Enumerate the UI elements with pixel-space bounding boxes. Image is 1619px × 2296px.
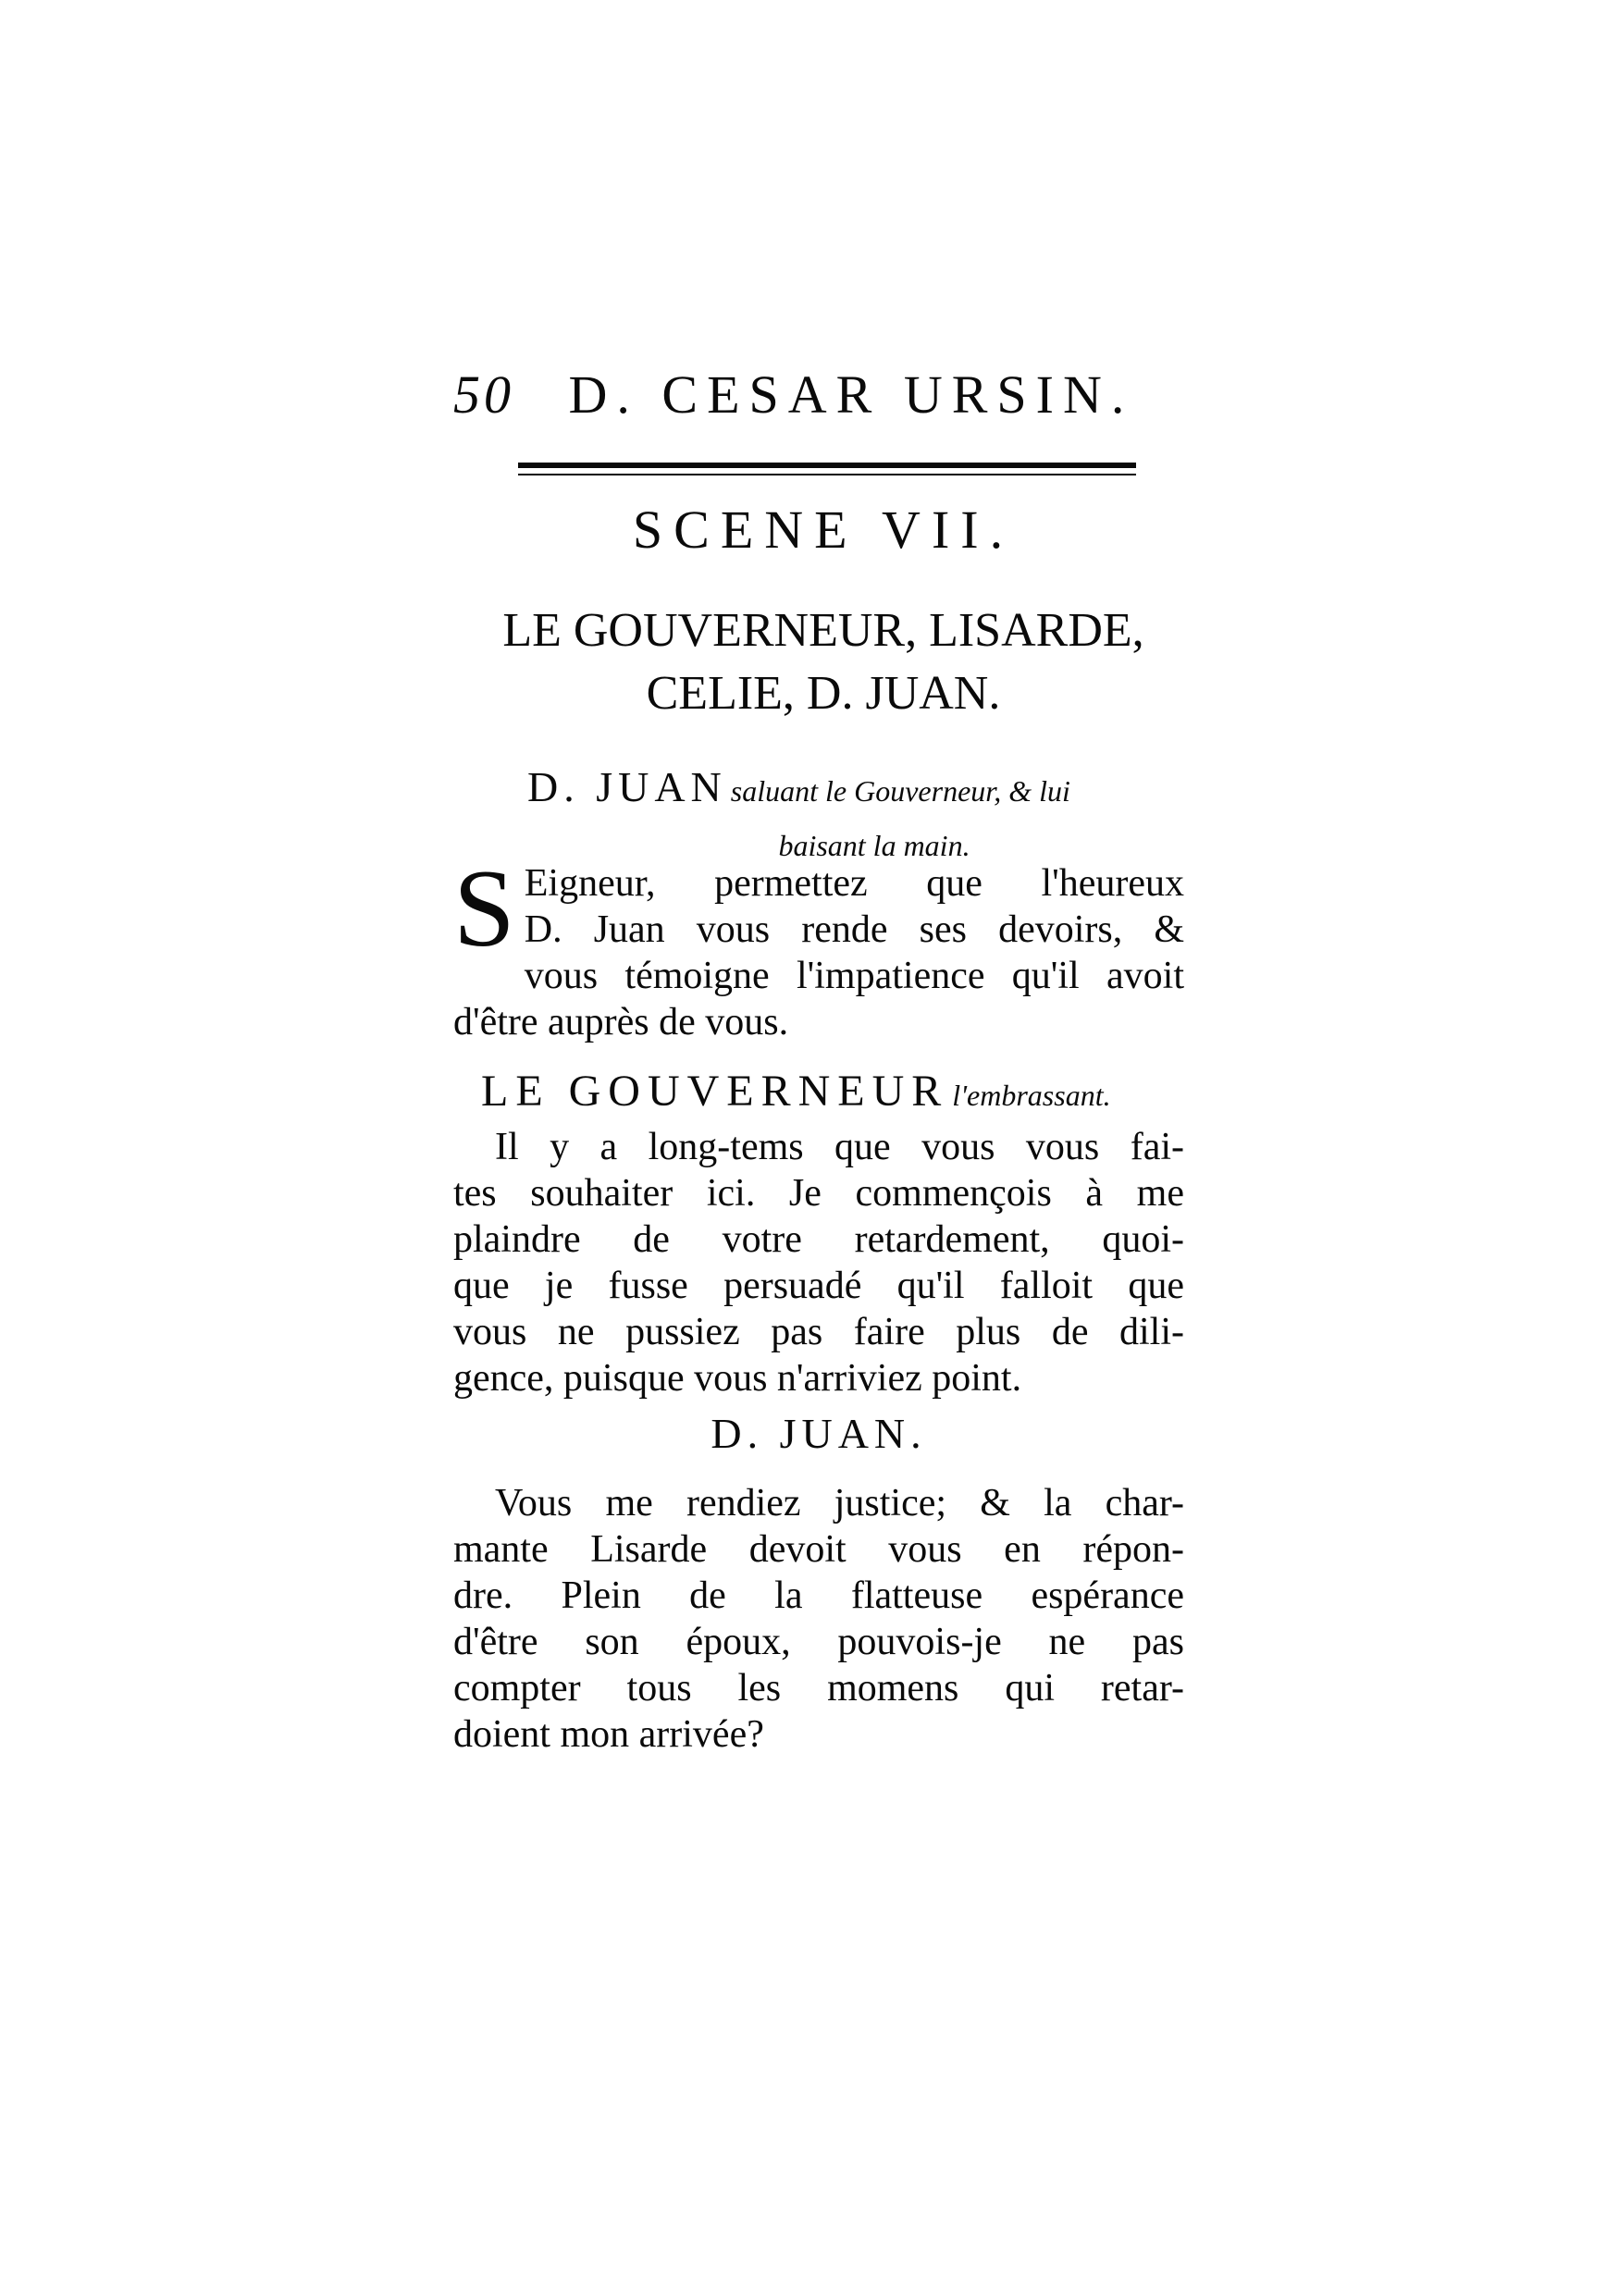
characters-line-1: LE GOUVERNEUR, LISARDE, — [502, 604, 1144, 657]
header-rule — [518, 463, 1136, 468]
running-title: D. CESAR URSIN. — [568, 364, 1134, 425]
page-number: 50 — [453, 364, 514, 425]
speech-paragraph-3 — [453, 1480, 1184, 1758]
text-line: mante Lisarde devoit vous en répon- — [453, 1528, 1184, 1571]
characters-list — [444, 599, 1203, 725]
drop-cap: S — [453, 846, 515, 969]
stage-direction-continued: baisant la main. — [778, 829, 970, 862]
text-line: d'être son époux, pouvois-je ne pas — [453, 1621, 1184, 1663]
header-rule-thin — [518, 474, 1136, 475]
text-line: gence, puisque vous n'arriviez point. — [453, 1357, 1022, 1400]
text-line: tes souhaiter ici. Je commençois à me — [453, 1172, 1184, 1215]
text-line: dre. Plein de la flatteuse espérance — [453, 1574, 1184, 1617]
scene-heading: SCENE VII. — [632, 500, 1015, 560]
speech-paragraph-2 — [453, 1124, 1184, 1401]
text-line: D. Juan vous rende ses devoirs, & — [524, 908, 1184, 951]
characters-line-2: CELIE, D. JUAN. — [646, 667, 1001, 720]
text-line: compter tous les momens qui retar- — [453, 1667, 1184, 1710]
speaker-heading-3 — [453, 1406, 1184, 1472]
running-head — [453, 363, 1156, 427]
text-line: doient mon arrivée? — [453, 1713, 764, 1756]
speaker-heading-2 — [481, 1064, 1203, 1129]
text-line: vous ne pussiez pas faire plus de dili- — [453, 1311, 1184, 1353]
text-line: Eigneur, permettez que l'heureux — [524, 862, 1184, 905]
stage-direction: l'embrassant. — [952, 1079, 1111, 1112]
speaker-name: D. JUAN. — [711, 1410, 927, 1457]
speech-paragraph-1 — [453, 846, 1184, 1045]
text-line: Vous me rendiez justice; & la char- — [495, 1482, 1184, 1524]
text-line: Il y a long-tems que vous vous fai- — [495, 1126, 1184, 1168]
text-line: vous témoigne l'impatience qu'il avoit — [524, 955, 1184, 997]
text-line: plaindre de votre retardement, quoi- — [453, 1218, 1184, 1261]
speaker-name: LE GOUVERNEUR — [481, 1067, 949, 1116]
text-line: d'être auprès de vous. — [453, 1001, 789, 1043]
speaker-heading-1 — [527, 763, 1203, 870]
speaker-name: D. JUAN — [527, 763, 727, 810]
stage-direction: saluant le Gouverneur, & lui — [730, 774, 1070, 808]
text-line: que je fusse persuadé qu'il falloit que — [453, 1265, 1184, 1307]
